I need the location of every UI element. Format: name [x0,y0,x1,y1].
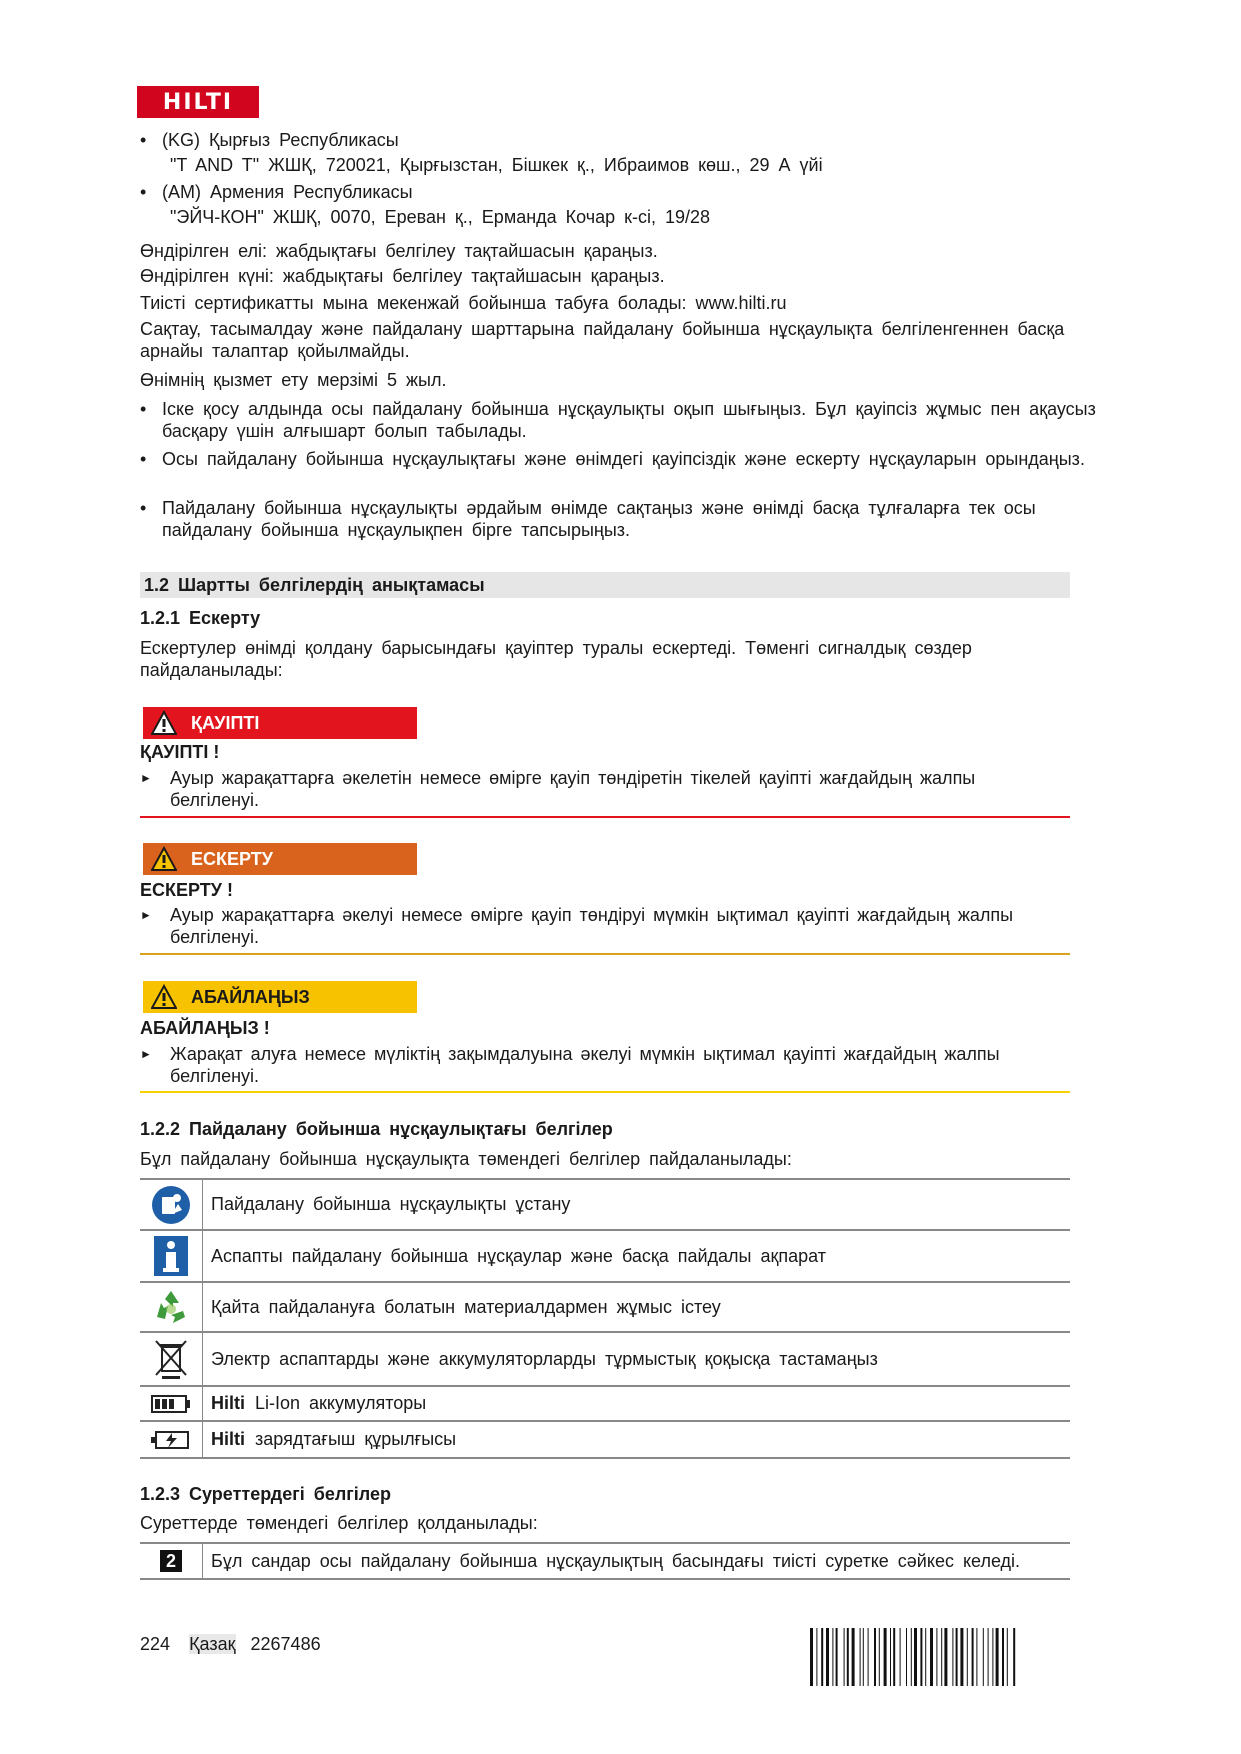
section-heading: 1.2 Шартты белгілердің анықтамасы [140,572,1070,598]
warning-separator [140,953,1070,955]
barcode-bar [960,1628,963,1686]
barcode-bar [944,1628,947,1686]
barcode-bar [911,1628,912,1686]
battery-icon [151,1394,191,1414]
info-icon [153,1235,189,1277]
barcode-bar [810,1628,813,1686]
table-row: Hilti Li-Ion аккумуляторы [140,1387,1070,1422]
subsection-heading: 1.2.3 Суреттердегі белгілер [140,1484,391,1504]
barcode-bar [844,1628,845,1686]
warning-description: ► Ауыр жарақаттарға әкелуі немесе өмірге қауіп төндіруі мүмкін ықтимал қауіпті жағдайдың жалпы белгіленуі. [140,905,1014,947]
hilti-logo: HILTI [137,86,259,118]
barcode-bar [941,1628,942,1686]
barcode-bar [914,1628,917,1686]
number-2-icon: 2 [160,1550,182,1572]
date-of-manufacture: Өндірілген күні: жабдықтағы белгілеу тақтайшасын қараңыз. [140,266,665,286]
barcode-bar [988,1628,989,1686]
barcode-bar [906,1628,907,1686]
barcode-bar [976,1628,977,1686]
barcode-bar [952,1628,953,1686]
caution-title: АБАЙЛАҢЫЗ ! [140,1018,270,1038]
figure-symbols-intro: Суреттерде төмендегі белгілер қолданылады: [140,1513,538,1533]
barcode-bar [992,1628,993,1686]
barcode-bar [996,1628,999,1686]
warning-triangle-icon [151,710,177,736]
barcode-bar [1007,1628,1008,1686]
barcode-bar [826,1628,829,1686]
table-row: 2 Бұл сандар осы пайдалану бойынша нұсқаулықтың басындағы тиісті суретке сәйкес келеді. [140,1544,1070,1580]
document-number: 2267486 [250,1634,321,1654]
table-row: Hilti зарядтағыш құрылғысы [140,1422,1070,1459]
table-row: Аспапты пайдалану бойынша нұсқаулар және басқа пайдалы ақпарат [140,1231,1070,1283]
caution-description: ► Жарақат алуға немесе мүліктің зақымдалуына әкелуі мүмкін ықтимал қауіпті жағдайдың жалпы белгіленуі. [140,1044,1000,1086]
subsection-heading: 1.2.2 Пайдалану бойынша нұсқаулықтағы белгілер [140,1119,613,1139]
danger-title: ҚАУІПТІ ! [140,742,220,762]
general-bullet: • Осы пайдалану бойынша нұсқаулықтағы және өнімдегі қауіпсіздік және ескерту нұсқауларын орындаңыз. [140,449,1085,469]
storage-text: Сақтау, тасымалдау және пайдалану шарттарына пайдалану бойынша нұсқаулықта белгіленгеннен басқа арнайы талаптар қойылмайды. [140,319,1065,361]
general-bullet: • Пайдалану бойынша нұсқаулықты әрдайым өнімде сақтаңыз және өнімді басқа тұлғаларға тек осы пайдалану бойынша нұсқаулықпен бірге тапсырыңыз. [140,498,1036,540]
warning-triangle-icon [151,846,177,872]
importer-kg: • (KG) Қырғыз Республикасы "T AND T" ЖШҚ, 720021, Қырғызстан, Бішкек қ., Ибраимов көш., 29 А үйі [140,130,823,175]
language-label: Қазақ [189,1634,236,1654]
warning-intro: Ескертулер өнімді қолдану барысындағы қауіптер туралы ескертеді. Төменгі сигналдық сөздер пайдаланылады: [140,638,972,680]
barcode-bar [900,1628,901,1686]
barcode-bar [852,1628,855,1686]
importer-am: • (AM) Армения Республикасы "ЭЙЧ-КОН" ЖШҚ, 0070, Ереван қ., Ерманда Кочар к-сі, 19/28 [140,182,711,227]
table-row: Электр аспаптарды және аккумуляторларды тұрмыстық қоқысқа тастамаңыз [140,1333,1070,1387]
danger-description: ► Ауыр жарақаттарға әкелетін немесе өмірге қауіп төндіретін тікелей қауіпті жағдайдың жалпы белгіленуі. [140,768,976,810]
barcode-bar [983,1628,984,1686]
barcode-bar [879,1628,880,1686]
danger-separator [140,816,1070,818]
barcode-bar [956,1628,958,1686]
table-row: Қайта пайдалануға болатын материалдармен жұмыс істеу [140,1283,1070,1333]
symbols-intro: Бұл пайдалану бойынша нұсқаулықта төмендегі белгілер пайдаланылады: [140,1149,792,1169]
barcode-bar [972,1628,974,1686]
barcode-bar [936,1628,937,1686]
barcode-bar [893,1628,895,1686]
figure-symbols-table [140,1542,1070,1580]
page-footer [140,1632,321,1656]
barcode-bar [930,1628,933,1686]
general-bullet: • Іске қосу алдында осы пайдалану бойынша нұсқаулықты оқып шығыңыз. Бұл қауіпсіз жұмыс пен ақаусыз басқару үшін алғышарт болып табылады. [140,399,1096,441]
barcode-bar [863,1628,864,1686]
danger-label: ҚАУІПТІ [143,707,417,739]
barcode-bar [925,1628,926,1686]
barcode-bar [1002,1628,1004,1686]
barcode-bar [836,1628,838,1686]
barcode-bar [832,1628,833,1686]
barcode-bar [920,1628,922,1686]
recycle-icon [151,1287,191,1327]
caution-label: АБАЙЛАҢЫЗ [143,981,417,1013]
barcode-bar [868,1628,869,1686]
barcode [810,1628,1068,1686]
warning-title: ЕСКЕРТУ ! [140,880,233,900]
page-number: 224 [140,1634,171,1654]
symbols-table [140,1178,1070,1459]
barcode-bar [884,1628,887,1686]
barcode-bar [847,1628,849,1686]
barcode-bar [821,1628,823,1686]
barcode-bar [860,1628,861,1686]
barcode-bar [967,1628,968,1686]
charger-icon [150,1429,192,1451]
table-row: Пайдалану бойынша нұсқаулықты ұстану [140,1180,1070,1231]
barcode-bar [874,1628,876,1686]
country-of-origin: Өндірілген елі: жабдықтағы белгілеу тақтайшасын қараңыз. [140,241,658,261]
warning-label: ЕСКЕРТУ [143,843,417,875]
warning-triangle-icon [151,984,177,1010]
subsection-heading: 1.2.1 Ескерту [140,608,261,628]
barcode-bar [890,1628,891,1686]
barcode-bar [816,1628,817,1686]
barcode-bar [1013,1628,1015,1686]
manual-icon [150,1184,192,1226]
service-life: Өнімнің қызмет ету мерзімі 5 жыл. [140,370,447,390]
crossed-bin-icon [152,1337,190,1381]
caution-separator [140,1091,1070,1093]
certificate-info: Тиісті сертификатты мына мекенжай бойынша табуға болады: www.hilti.ru [140,293,787,313]
